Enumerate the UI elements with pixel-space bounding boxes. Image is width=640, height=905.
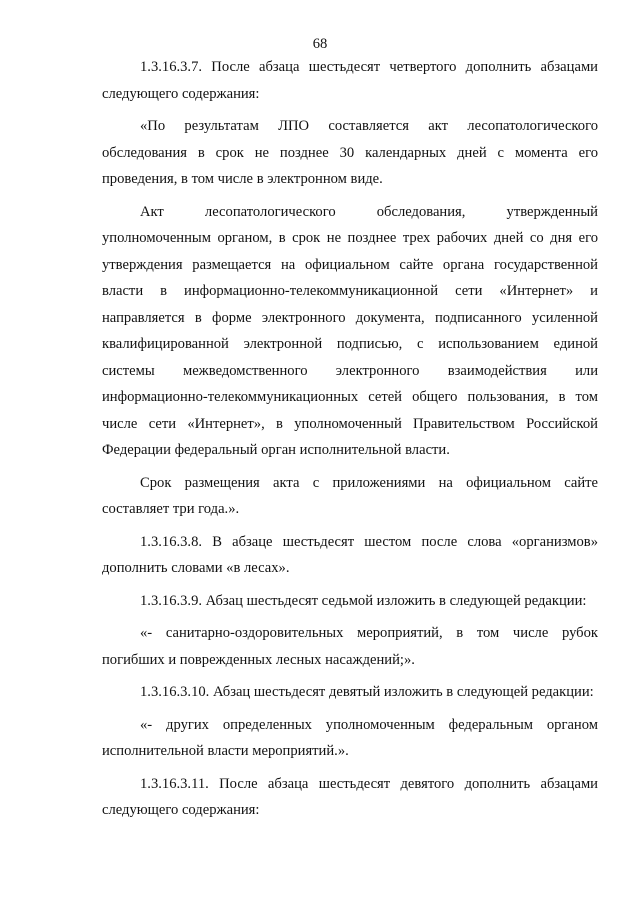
paragraph: 1.3.16.3.10. Абзац шестьдесят девятый изложить в следующей редакции: (140, 684, 594, 700)
paragraph: Акт лесопатологического обследования, утвержденный уполномоченным органом, в срок не позднее трех рабочих дней со дня его утверждения размещается на официальном сайте органа государственной власти в информационно-телекоммуникационной сети «Интернет» и направляется в форме электронного документа, подписанного усиленной квалифицированной электронной подписью, с использованием единой системы межведомственного электронного взаимодействия или информационно-телекоммуникационных сетей общего пользования, в том числе сети «Интернет», в уполномоченный Правительством Российской Федерации федеральный орган исполнительной власти. (102, 203, 598, 458)
paragraph: 1.3.16.3.7. После абзаца шестьдесят четвертого дополнить абзацами следующего содержания: (102, 59, 598, 102)
paragraph: Срок размещения акта с приложениями на официальном сайте составляет три года.». (102, 474, 598, 517)
page-number: 68 (312, 36, 328, 52)
paragraph: 1.3.16.3.9. Абзац шестьдесят седьмой изложить в следующей редакции: (140, 592, 587, 609)
document-body (102, 54, 598, 824)
paragraph: «- санитарно-оздоровительных мероприятий, в том числе рубок погибших и поврежденных лесных насаждений;». (102, 625, 598, 668)
paragraph: «По результатам ЛПО составляется акт лесопатологического обследования в срок не позднее 30 календарных дней с момента его проведения, в том числе в электронном виде. (102, 118, 598, 187)
paragraph: 1.3.16.3.8. В абзаце шестьдесят шестом после слова «организмов» дополнить словами «в лесах». (102, 533, 598, 576)
paragraph: «- других определенных уполномоченным федеральным органом исполнительной власти мероприятий.». (102, 716, 598, 759)
paragraph: 1.3.16.3.11. После абзаца шестьдесят девятого дополнить абзацами следующего содержания: (102, 775, 598, 818)
